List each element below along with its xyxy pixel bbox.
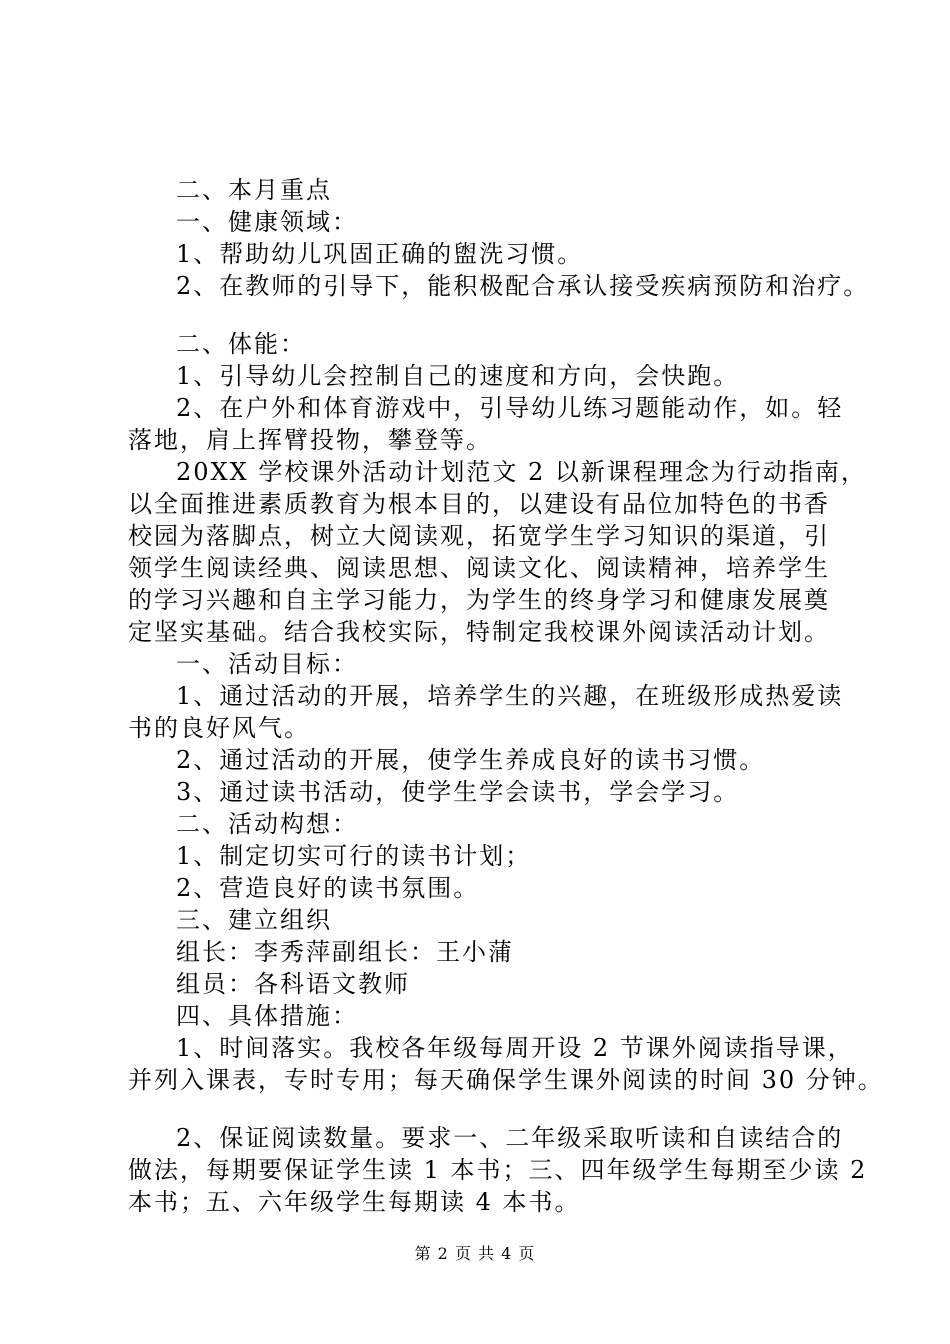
- blank-spacer: [128, 1096, 840, 1122]
- paragraph-line: 20XX 学校课外活动计划范文 2 以新课程理念为行动指南，: [176, 458, 867, 486]
- paragraph-line: 组员：各科语文教师: [176, 970, 410, 998]
- paragraph-line: 以全面推进素质教育为根本目的，以建设有品位加特色的书香: [128, 490, 830, 518]
- paragraph-line: 落地，肩上挥臂投物，攀登等。: [128, 426, 492, 454]
- section-heading: 二、体能：: [176, 330, 306, 358]
- section-heading: 二、活动构想：: [176, 810, 358, 838]
- paragraph-line: 1、引导幼儿会控制自己的速度和方向，会快跑。: [176, 362, 740, 390]
- document-body: [128, 174, 884, 1218]
- paragraph-line: 1、帮助幼儿巩固正确的盥洗习惯。: [176, 240, 584, 268]
- paragraph-line: 1、制定切实可行的读书计划；: [176, 842, 532, 870]
- paragraph-line: 做法，每期要保证学生读 1 本书；三、四年级学生每期至少读 2: [128, 1156, 868, 1184]
- paragraph-line: 1、通过活动的开展，培养学生的兴趣，在班级形成热爱读: [176, 682, 844, 710]
- paragraph-line: 2、通过活动的开展，使学生养成良好的读书习惯。: [176, 746, 766, 774]
- paragraph-line: 并列入课表，专时专用；每天确保学生课外阅读的时间 30 分钟。: [128, 1066, 884, 1094]
- paragraph-line: 的学习兴趣和自主学习能力，为学生的终身学习和健康发展奠: [128, 586, 830, 614]
- section-heading: 三、建立组织: [176, 906, 332, 934]
- section-heading: 四、具体措施：: [176, 1002, 358, 1030]
- section-heading: 二、本月重点: [176, 176, 332, 204]
- paragraph-line: 2、保证阅读数量。要求一、二年级采取听读和自读结合的: [176, 1124, 844, 1152]
- paragraph-line: 领学生阅读经典、阅读思想、阅读文化、阅读精神，培养学生: [128, 554, 830, 582]
- paragraph-line: 1、时间落实。我校各年级每周开设 2 节课外阅读指导课，: [176, 1034, 854, 1062]
- page-number-footer: 第 2 页 共 4 页: [414, 1244, 536, 1263]
- paragraph-line: 书的良好风气。: [128, 714, 310, 742]
- section-heading: 一、活动目标：: [176, 650, 358, 678]
- paragraph-line: 定坚实基础。结合我校实际，特制定我校课外阅读活动计划。: [128, 618, 830, 646]
- paragraph-line: 2、在教师的引导下，能积极配合承认接受疾病预防和治疗。: [176, 272, 870, 300]
- section-heading: 一、健康领域：: [176, 208, 358, 236]
- paragraph-line: 2、营造良好的读书氛围。: [176, 874, 480, 902]
- paragraph-line: 校园为落脚点，树立大阅读观，拓宽学生学习知识的渠道，引: [128, 522, 830, 550]
- paragraph-line: 组长：李秀萍副组长：王小蒲: [176, 938, 514, 966]
- blank-spacer: [128, 302, 840, 328]
- paragraph-line: 2、在户外和体育游戏中，引导幼儿练习题能动作，如。轻: [176, 394, 844, 422]
- paragraph-line: 3、通过读书活动，使学生学会读书，学会学习。: [176, 778, 740, 806]
- paragraph-line: 本书；五、六年级学生每期读 4 本书。: [128, 1188, 581, 1216]
